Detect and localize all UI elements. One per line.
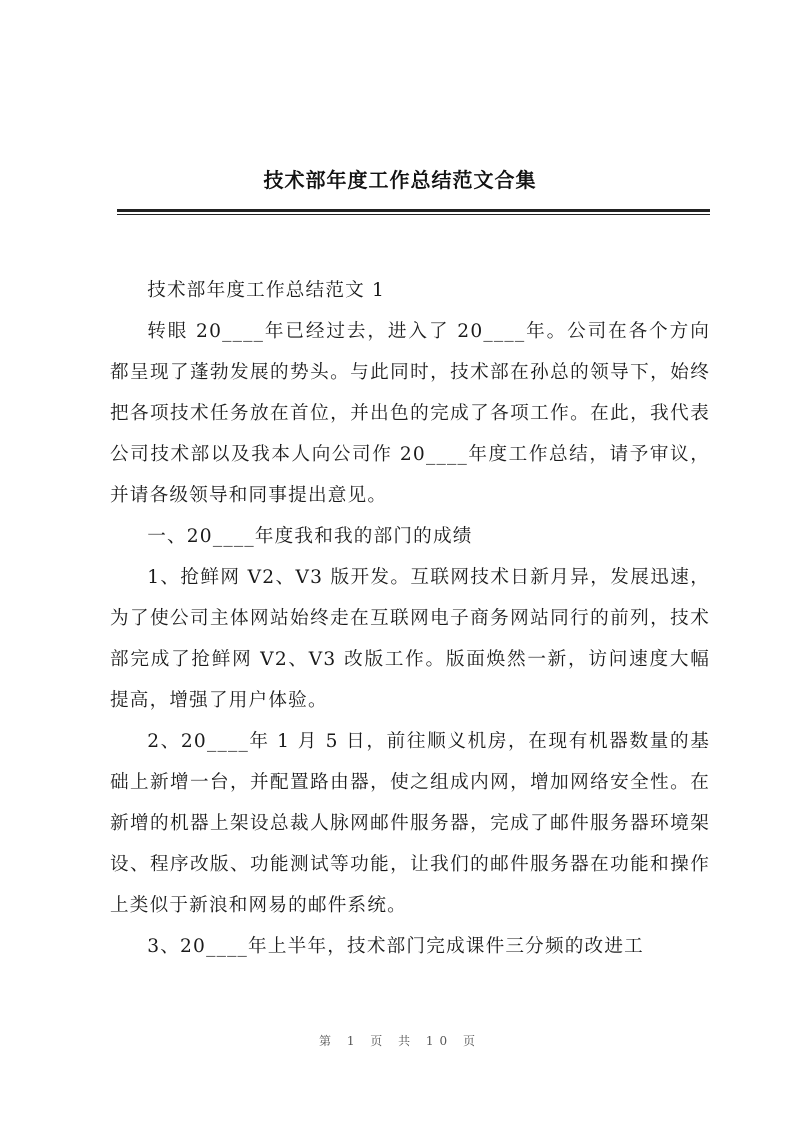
section-heading: 技术部年度工作总结范文 1 — [147, 280, 386, 301]
paragraph: 3、20____年上半年，技术部门完成课件三分频的改进工 — [147, 936, 644, 957]
paragraph: 1、抢鲜网 V2、V3 版开发。互联网技术日新月异，发展迅速，为了使公司主体网站始终走在互联网电子商务网站同行的前列，技术部完成了抢鲜网 V2、V3 改版工作。版面焕然一新，访问速度大幅提高，增强了用户体验。 — [110, 567, 710, 711]
page-title: 技术部年度工作总结范文合集 — [263, 168, 537, 192]
title-divider-thin — [117, 214, 710, 215]
page-footer: 第 1 页 共 10 页 — [319, 1034, 481, 1048]
paragraph: 2、20____年 1 月 5 日，前往顺义机房，在现有机器数量的基础上新增一台，并配置路由器，使之组成内网，增加网络安全性。在新增的机器上架设总裁人脉网邮件服务器，完成了邮件服务器环境架设、程序改版、功能测试等功能，让我们的邮件服务器在功能和操作上类似于新浪和网易的邮件系统。 — [110, 731, 710, 916]
document-body — [110, 270, 710, 967]
paragraph: 转眼 20____年已经过去，进入了 20____年。公司在各个方向都呈现了蓬勃发展的势头。与此同时，技术部在孙总的领导下，始终把各项技术任务放在首位，并出色的完成了各项工作。在此，我代表公司技术部以及我本人向公司作 20____年度工作总结，请予审议，并请各级领导和同事提出意见。 — [110, 321, 710, 506]
title-divider — [117, 209, 710, 212]
subsection-heading: 一、20____年度我和我的部门的成绩 — [147, 526, 473, 547]
